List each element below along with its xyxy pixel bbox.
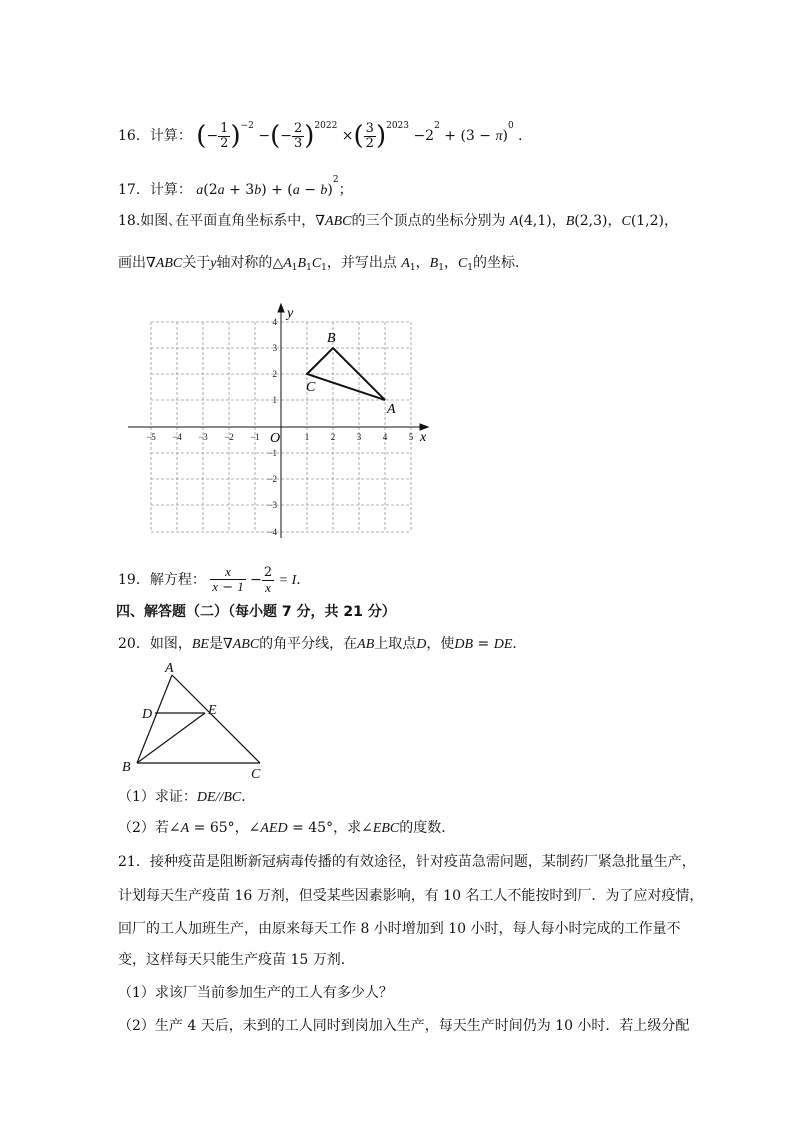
point-a-label: A: [387, 402, 396, 417]
question-16: [118, 116, 532, 151]
x-tick: −2: [224, 432, 234, 442]
x-tick: 3: [356, 432, 362, 442]
fig-label-d: D: [142, 707, 153, 722]
q19-rhs: = I: [278, 573, 297, 588]
q20-part1-text: （1）求证：: [118, 789, 197, 805]
triangle-figure: [118, 658, 278, 783]
x-tick: 4: [382, 432, 388, 442]
point-c-label: C: [306, 380, 316, 395]
y-tick: −4: [267, 527, 277, 537]
y-tick: 3: [272, 343, 277, 353]
fig-label-a: A: [165, 661, 174, 676]
q18-text-c: 画出: [118, 255, 146, 271]
q20-text-b: 是: [208, 636, 223, 652]
y-tick: 4: [272, 317, 277, 327]
q20-part1-tail: ．: [241, 789, 256, 805]
x-tick: 1: [304, 432, 310, 442]
q17-expression: $a(2a + 3b) + (a - b)^2$: [196, 175, 339, 198]
y-tick: 1: [272, 395, 277, 405]
question-21-part1: （1）求该厂当前参加生产的工人有多少人？: [118, 985, 393, 1001]
y-tick: −1: [267, 448, 277, 458]
q17-tail: ；: [338, 182, 353, 198]
q16-label: 16．计算：: [118, 128, 192, 144]
question-17: [118, 170, 353, 201]
y-axis-label: y: [287, 306, 294, 321]
q20-part2-end: 的度数．: [399, 820, 456, 836]
fig-label-b: B: [122, 760, 131, 775]
coordinate-grid-figure: [120, 300, 440, 545]
q20-part2-mid: ，: [234, 820, 249, 836]
y-axis-arrow: [278, 304, 284, 312]
point-b-label: B: [327, 331, 336, 346]
x-tick: −3: [198, 432, 208, 442]
question-21-line4: 变，这样每天只能生产疫苗 15 万剂．: [118, 952, 355, 968]
question-21-part2: （2）生产 4 天后，未到的工人同时到岗加入生产，每天生产时间仍为 10 小时．若上级分配: [118, 1018, 690, 1034]
question-20-part1: （1）求证：DE//BC．: [118, 789, 256, 805]
x-tick: 2: [330, 432, 336, 442]
q18-text-a: 18.如图､在平面直角坐标系中，: [118, 213, 316, 229]
y-tick: −2: [267, 474, 277, 484]
q20-part2-tail: ，求: [333, 820, 362, 836]
q18-text-f: ，并写出点: [326, 255, 397, 271]
q16-expression: (− $\frac{1}{2}$ )$^{-2}$ −(− $\frac{2}{3}$ )$^{2022}$ ×( $\frac{3}{2}$ )$^{2023} -2^2 + (3 - \pi)^0$: [196, 120, 514, 151]
x-tick: 5: [408, 432, 414, 442]
question-21-line3: 回厂的工人加班生产，由原来每天工作 8 小时增加到 10 小时，每人每小时完成的工作量不: [118, 921, 681, 937]
x-tick: −5: [146, 432, 156, 442]
q18-text-b: 的三个顶点的坐标分别为: [351, 213, 506, 229]
section-4-heading: 四、解答题（二）（每小题 7 分，共 21 分）: [116, 604, 396, 620]
q19-label: 19．解方程：: [118, 572, 206, 588]
q18-text-e: 轴对称的: [216, 255, 273, 271]
q18-triangle: ∇ABC: [315, 214, 352, 229]
question-19: 19．解方程： $\frac{x}{x - 1}$ − $\frac{2}{x}$ = I.: [118, 564, 301, 595]
x-tick: −1: [250, 432, 260, 442]
question-18-line2: 画出∇ABC关于y轴对称的$\triangle A_1B_1C_1$，并写出点 $A_1$，$B_1$，$C_1$的坐标．: [118, 255, 530, 273]
fig-label-e: E: [208, 703, 217, 718]
question-20-part2: （2）若∠A = 65°，∠AED = 45°，求∠EBC的度数．: [118, 820, 456, 836]
origin-label: O: [270, 431, 281, 446]
question-21-line2: 计划每天生产疫苗 16 万剂，但受某些因素影响，有 10 名工人不能按时到厂．为了应对疫情，: [118, 888, 704, 904]
y-tick: −3: [267, 500, 277, 510]
q20-text-a: 20．如图，: [118, 636, 192, 652]
q17-label: 17．计算：: [118, 182, 192, 198]
question-21-line1: 21．接种疫苗是阻断新冠病毒传播的有效途径，针对疫苗急需问题，某制药厂紧急批量生产，: [118, 854, 696, 870]
y-tick: 2: [272, 369, 277, 379]
q18-text-g: 的坐标．: [473, 255, 530, 271]
fig-label-c: C: [251, 767, 261, 782]
q16-tail: ．: [518, 128, 533, 144]
x-tick: −4: [172, 432, 182, 442]
q18-text-d: 关于: [182, 255, 211, 271]
q20-text-d: 上取点: [374, 636, 417, 652]
axes: [128, 304, 428, 538]
question-18-line1: 18.如图､在平面直角坐标系中，∇ABC的三个顶点的坐标分别为 A(4,1)，B(2,3)，C(1,2)，: [118, 213, 679, 229]
question-20: 20．如图，BE是∇ABC的角平分线，在AB上取点D，使DB = DE．: [118, 636, 527, 652]
q20-text-e: ，使: [426, 636, 455, 652]
x-axis-label: x: [420, 430, 427, 445]
q20-part2-text: （2）若: [118, 820, 169, 836]
q20-text-c: 的角平分线，在: [259, 636, 358, 652]
